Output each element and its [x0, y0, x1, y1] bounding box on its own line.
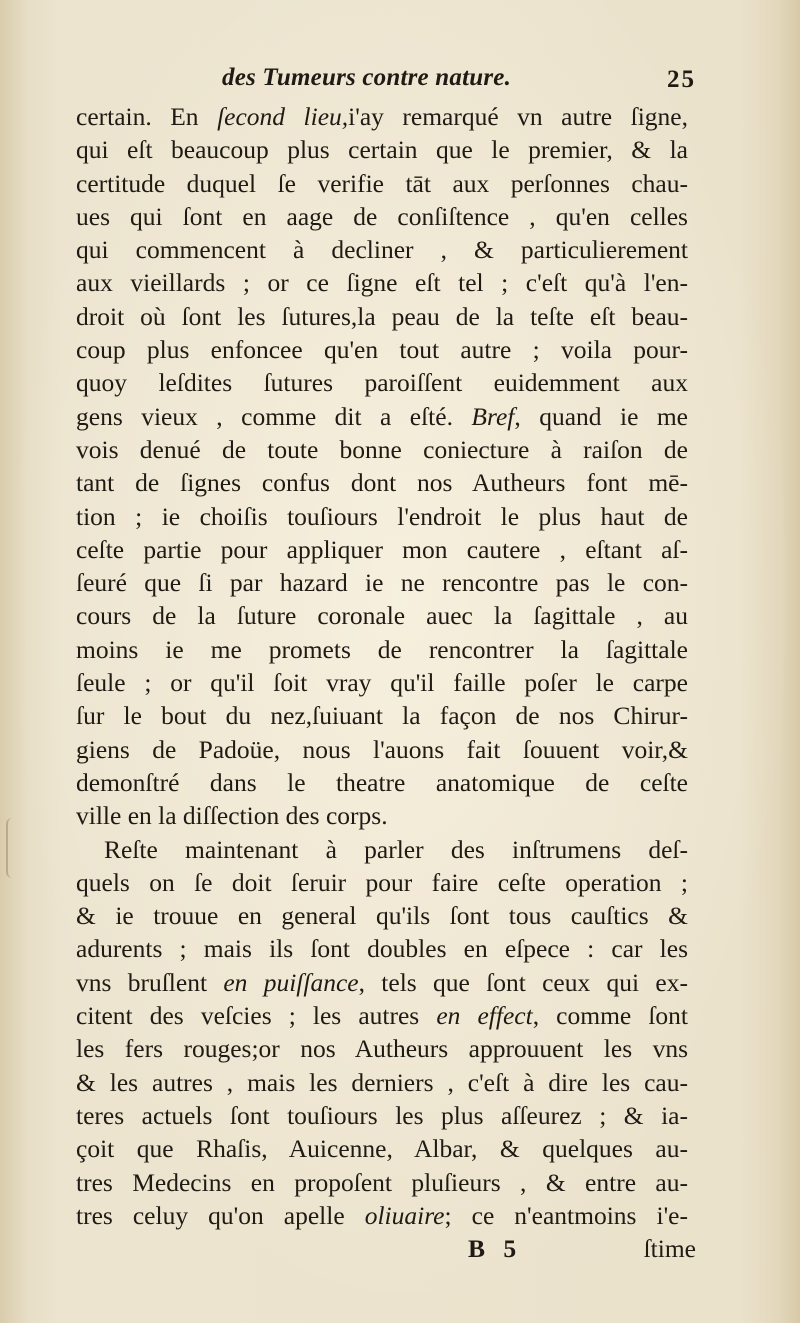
text-run: tion ; ie choiſis touſiours l'endroit le plus haut de — [76, 501, 688, 531]
italic-phrase: en puiſſance — [223, 967, 359, 997]
text-line — [76, 1066, 688, 1099]
text-run: Reſte maintenant à parler des inſtrumens deſ- — [104, 834, 688, 864]
text-line — [76, 866, 688, 899]
text-line — [76, 266, 688, 299]
italic-phrase: en effect — [436, 1001, 533, 1031]
italic-phrase: Bref — [471, 401, 515, 431]
text-run: tres celuy qu'on apelle — [76, 1200, 365, 1230]
text-line — [76, 100, 688, 133]
text-run: ſeule ; or qu'il ſoit vray qu'il faille poſer le carpe — [76, 668, 688, 698]
text-run: certain. En — [76, 102, 218, 131]
text-line — [76, 1199, 688, 1232]
text-line — [76, 1132, 688, 1165]
text-line — [76, 899, 688, 932]
text-line — [76, 733, 688, 766]
text-line — [76, 200, 688, 233]
running-title: des Tumeurs contre nature. — [222, 64, 512, 91]
text-line — [76, 999, 688, 1032]
text-run: & les autres , mais les derniers , c'eſt à dire les cau- — [76, 1067, 688, 1097]
text-line — [76, 633, 688, 666]
text-line — [76, 666, 688, 699]
text-run: vois denué de toute bonne coniecture à raiſon de — [76, 434, 688, 464]
text-block — [76, 60, 696, 1266]
text-line — [76, 466, 688, 499]
text-line — [76, 533, 688, 566]
text-run: droit où ſont les ſutures,la peau de la teſte eſt beau- — [76, 301, 688, 331]
footer-line — [76, 1232, 696, 1266]
text-line — [76, 133, 688, 166]
text-line — [76, 799, 688, 832]
text-line — [76, 833, 688, 866]
text-line — [76, 400, 688, 433]
text-run: moins ie me promets de rencontrer la ſagittale — [76, 634, 688, 664]
text-line — [76, 766, 688, 799]
text-run: tres Medecins en propoſent pluſieurs , & entre au- — [76, 1167, 688, 1197]
text-run: ſur le bout du nez,ſuiuant la façon de nos Chirur- — [76, 701, 688, 731]
text-run: certitude duquel ſe verifie tāt aux perſonnes chau- — [76, 168, 688, 198]
text-run: ceſte partie pour appliquer mon cautere , eſtant aſ- — [76, 534, 688, 564]
text-line — [76, 333, 688, 366]
italic-phrase: ſecond lieu, — [217, 102, 349, 131]
text-run: aux vieillards ; or ce ſigne eſt tel ; c'eſt qu'à l'en- — [76, 268, 688, 298]
text-line — [76, 1166, 688, 1199]
text-line — [76, 500, 688, 533]
text-run: çoit que Rhaſis, Auicenne, Albar, & quelques au- — [76, 1134, 688, 1164]
text-run: i'ay remarqué vn autre ſigne, — [348, 102, 688, 131]
text-line — [76, 1032, 688, 1065]
text-line — [76, 167, 688, 200]
signature-mark: B 5 — [468, 1234, 523, 1264]
text-run: quoy leſdites ſutures paroiſſent euidemment aux — [76, 368, 688, 398]
text-run: demonſtré dans le theatre anatomique de ceſte — [76, 767, 688, 797]
text-run: teres actuels ſont touſiours les plus aſſeurez ; & ia- — [76, 1100, 688, 1130]
text-line — [76, 599, 688, 632]
text-run: coup plus enfoncee qu'en tout autre ; voila pour- — [76, 335, 688, 365]
text-run: ues qui ſont en aage de conſiſtence , qu'en celles — [76, 201, 688, 231]
text-run: giens de Padoüe, nous l'auons fait ſouuent voir,& — [76, 734, 688, 764]
text-run: qui commencent à decliner , & particulierement — [76, 235, 688, 265]
text-run: adurents ; mais ils ſont doubles en eſpece : car les — [76, 934, 688, 964]
running-head — [76, 60, 696, 100]
text-run: quels on ſe doit ſeruir pour faire ceſte operation ; — [76, 867, 688, 897]
text-line — [76, 433, 688, 466]
text-line — [76, 966, 688, 999]
text-run: gens vieux , comme dit a eſté. — [76, 401, 472, 431]
text-line — [76, 1099, 688, 1132]
text-run: ſeuré que ſi par hazard ie ne rencontre pas le con- — [76, 568, 688, 598]
text-line — [76, 366, 688, 399]
text-run: , quand ie me — [514, 401, 688, 431]
text-line — [76, 566, 688, 599]
text-run: les fers rouges;or nos Autheurs approuuent les vns — [76, 1034, 688, 1064]
page-number: 25 — [667, 66, 696, 93]
text-line — [76, 932, 688, 965]
text-run: ville en la diſſection des corps. — [76, 801, 388, 831]
text-run: ; ce n'eantmoins i'e- — [444, 1200, 688, 1230]
text-run: vns bruſlent — [76, 967, 224, 997]
text-run: citent des veſcies ; les autres — [76, 1001, 437, 1031]
text-run: & ie trouue en general qu'ils ſont tous cauſtics & — [76, 901, 688, 931]
text-run: tant de ſignes confus dont nos Autheurs font mē- — [76, 468, 688, 498]
italic-phrase: oliuaire — [364, 1200, 445, 1230]
text-run: , tels que ſont ceux qui ex- — [358, 967, 688, 997]
binding-shadow — [6, 818, 18, 878]
text-line — [76, 300, 688, 333]
text-run: cours de la ſuture coronale auec la ſagittale , au — [76, 601, 688, 631]
body-text — [76, 100, 688, 1232]
text-run: qui eſt beaucoup plus certain que le premier, & la — [76, 135, 688, 165]
text-line — [76, 699, 688, 732]
text-run: , comme ſont — [532, 1001, 688, 1031]
catchword: ſtime — [643, 1234, 696, 1264]
text-line — [76, 233, 688, 266]
